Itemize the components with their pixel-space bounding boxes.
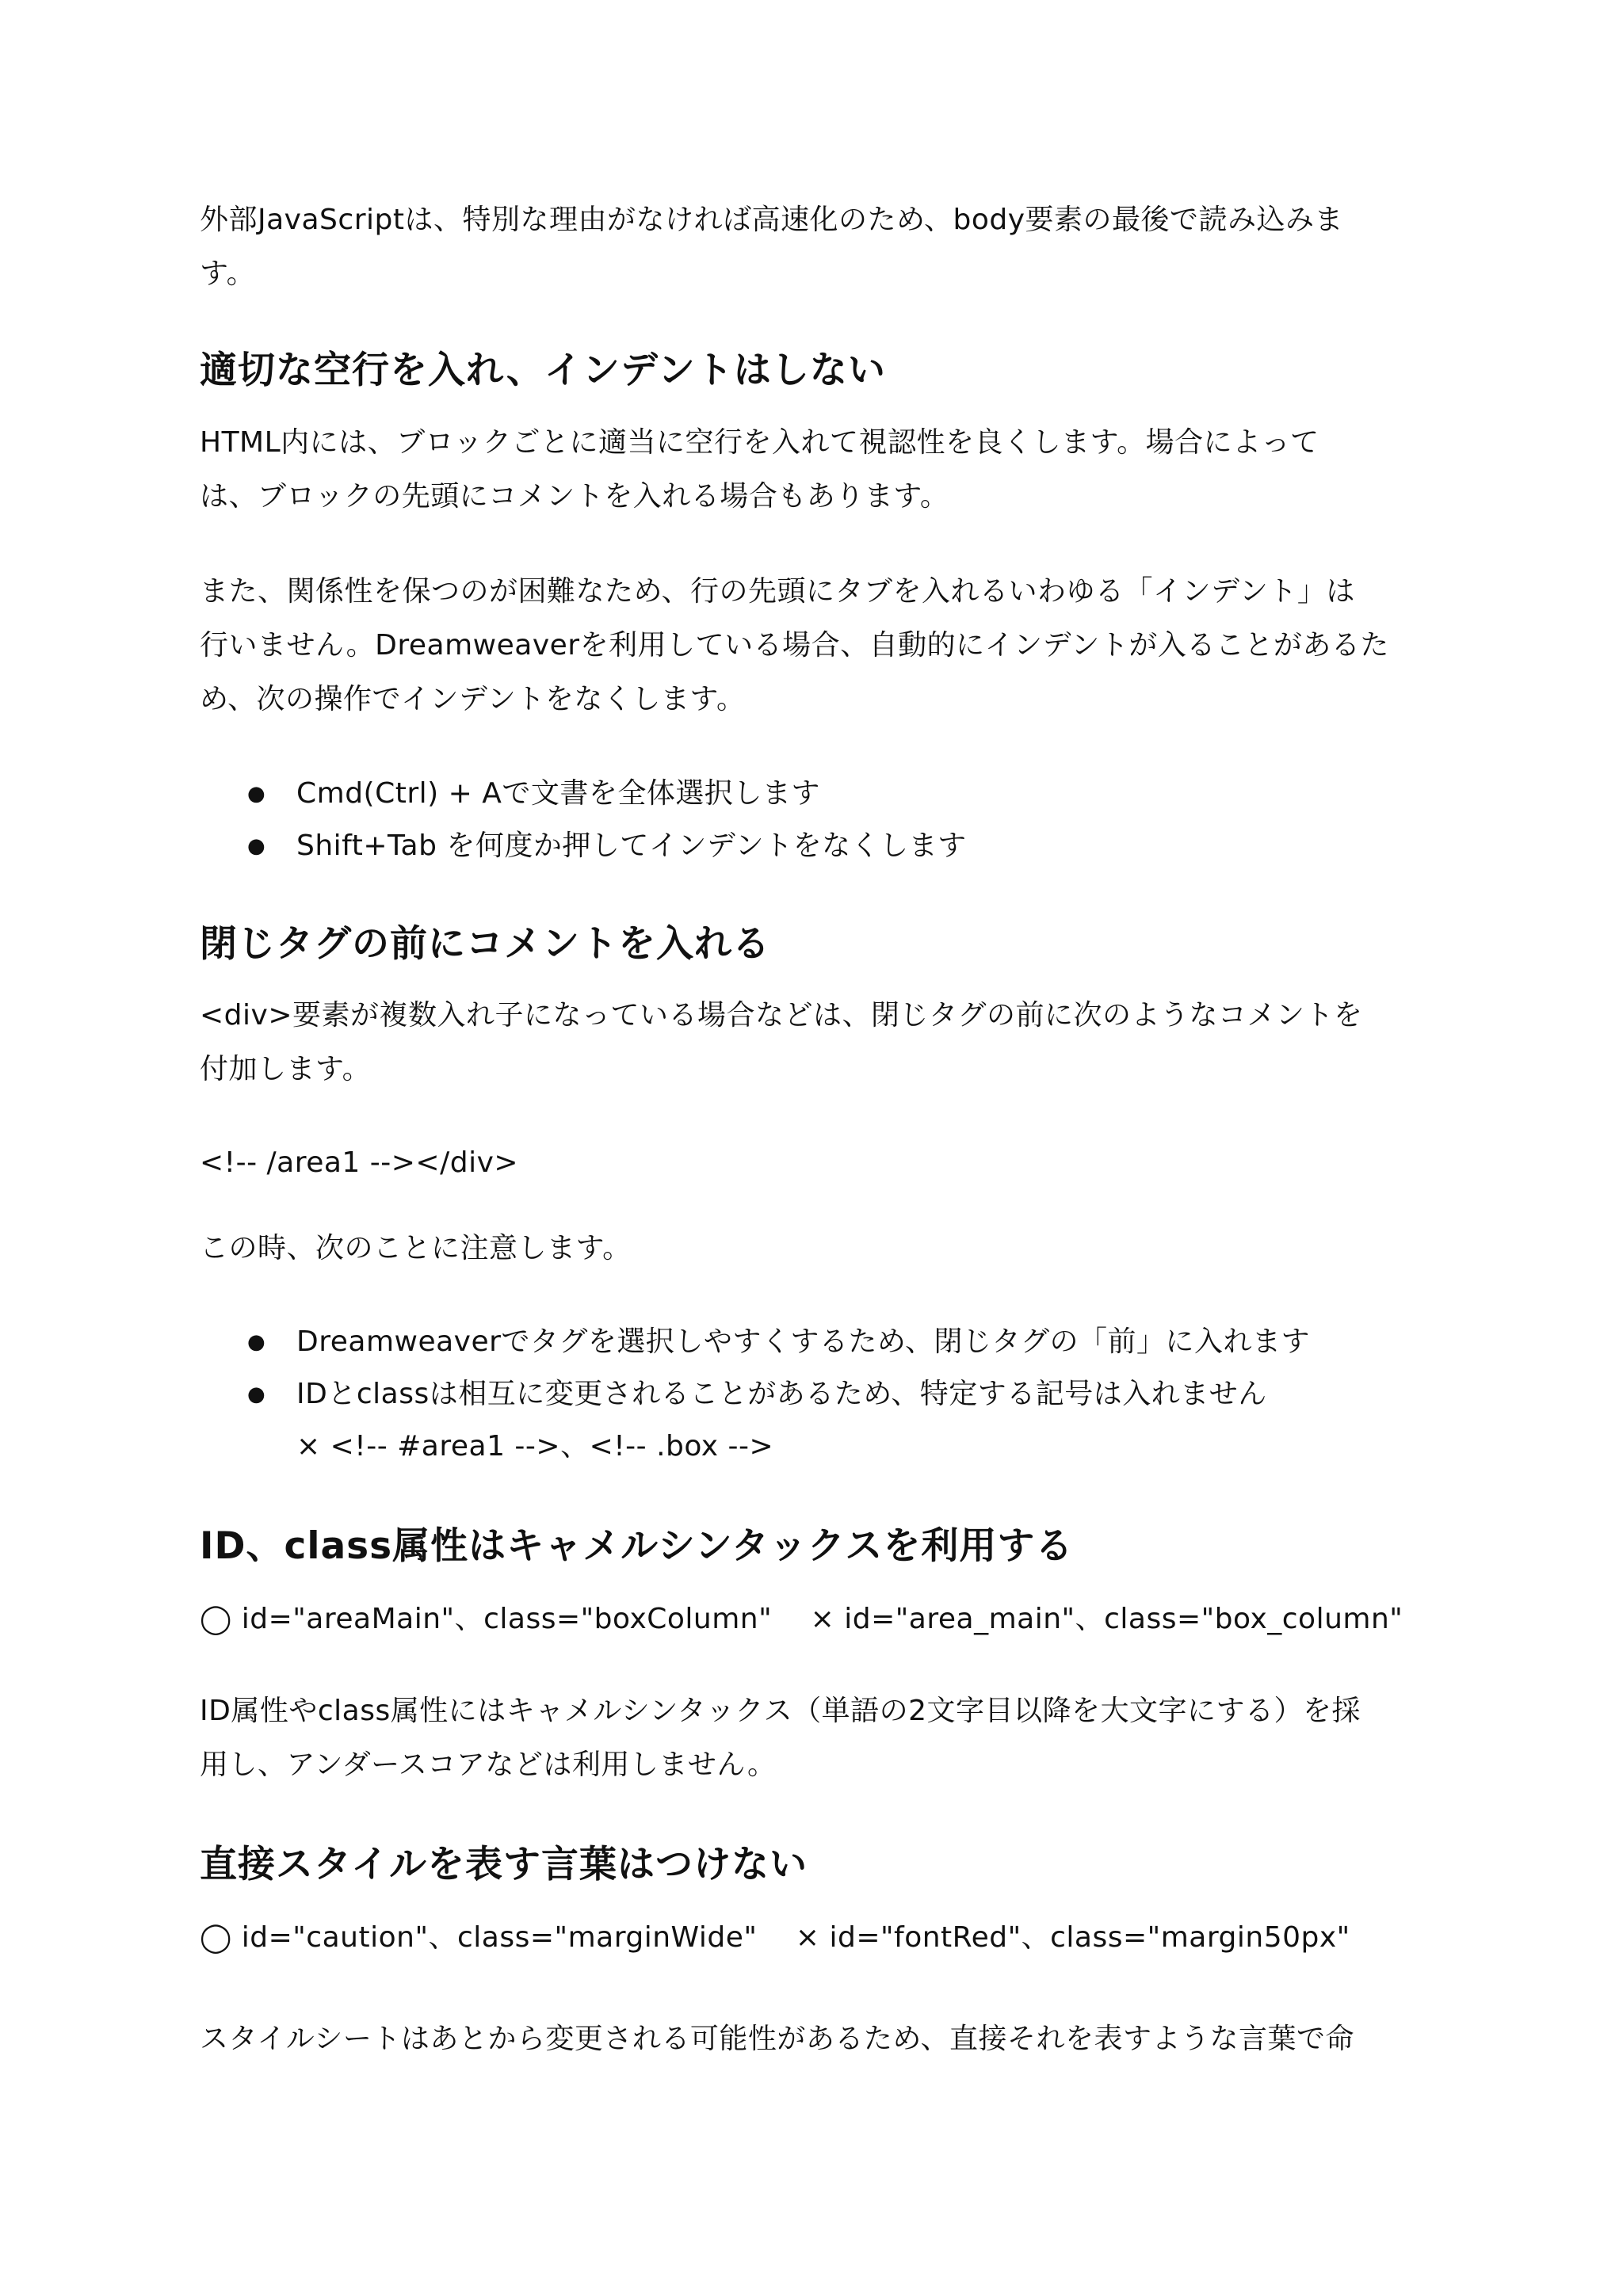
code-example: <!-- /area1 --></div> — [200, 1146, 519, 1179]
section-heading-camel-syntax: ID、class属性はキャメルシンタックスを利用する — [200, 1524, 1074, 1568]
section3-para-line-1: ID属性やclass属性にはキャメルシンタックス（単語の2文字目以降を大文字にする）を採 — [200, 1695, 1361, 1727]
bullet-icon: ● — [247, 834, 266, 858]
section1-para2-line-3: め、次の操作でインデントをなくします。 — [200, 683, 746, 715]
section-heading-blank-lines: 適切な空行を入れ、インデントはしない — [200, 349, 886, 392]
section3-para-line-2: 用し、アンダースコアなどは利用しません。 — [200, 1749, 777, 1781]
section1-para1-line-1: HTML内には、ブロックごとに適当に空行を入れて視認性を良くします。場合によって — [200, 426, 1319, 459]
list-item-subtext: × <!-- #area1 -->、<!-- .box --> — [296, 1430, 774, 1463]
section-heading-no-style-words: 直接スタイルを表す言葉はつけない — [200, 1843, 808, 1886]
list-item-text: Dreamweaverでタグを選択しやすくするため、閉じタグの「前」に入れます — [296, 1325, 1310, 1358]
intro-line-1: 外部JavaScriptは、特別な理由がなければ高速化のため、body要素の最後で読み込みま — [200, 204, 1344, 236]
section4-para-line-1: スタイルシートはあとから変更される可能性があるため、直接それを表すような言葉で命 — [200, 2023, 1354, 2055]
section1-para2-line-2: 行いません。Dreamweaverを利用している場合、自動的にインデントが入ることがあるた — [200, 629, 1389, 662]
section1-para2-line-1: また、関係性を保つのが困難なため、行の先頭にタブを入れるいわゆる「インデント」は — [200, 575, 1355, 608]
section1-para1-line-2: は、ブロックの先頭にコメントを入れる場合もあります。 — [200, 480, 949, 513]
list-item-text: Shift+Tab を何度か押してインデントをなくします — [296, 830, 967, 862]
section4-example: ◯ id="caution"、class="marginWide" × id="fontRed"、class="margin50px" — [200, 1921, 1350, 1954]
section-heading-closing-tag-comment: 閉じタグの前にコメントを入れる — [200, 922, 770, 966]
bullet-icon: ● — [247, 782, 266, 806]
section3-example: ◯ id="areaMain"、class="boxColumn" × id="area_main"、class="box_column" — [200, 1603, 1403, 1635]
list-item-text: IDとclassは相互に変更されることがあるため、特定する記号は入れません — [296, 1378, 1267, 1410]
bullet-icon: ● — [247, 1383, 266, 1406]
list-item-text: Cmd(Ctrl) + Aで文書を全体選択します — [296, 777, 820, 810]
section2-para1-line-1: <div>要素が複数入れ子になっている場合などは、閉じタグの前に次のようなコメントを — [200, 999, 1363, 1032]
section2-para2: この時、次のことに注意します。 — [200, 1232, 632, 1264]
bullet-icon: ● — [247, 1330, 266, 1354]
section2-para1-line-2: 付加します。 — [200, 1053, 372, 1085]
intro-line-2: す。 — [200, 257, 256, 290]
